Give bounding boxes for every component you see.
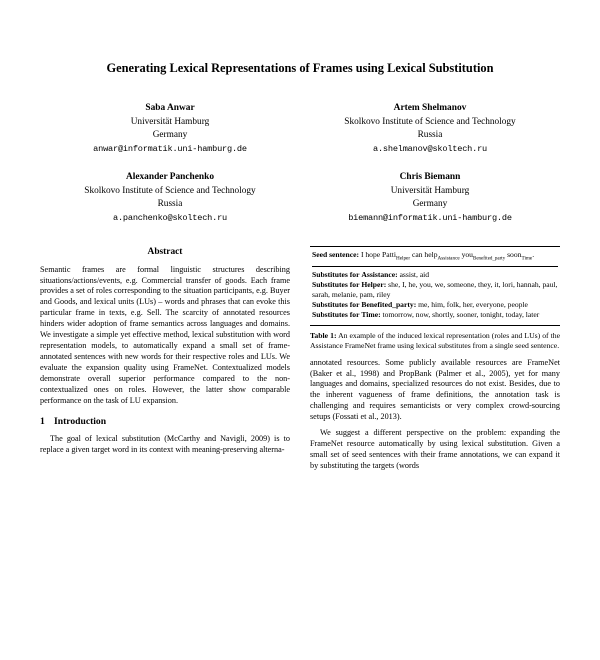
row-values: me, him, folk, her, everyone, people (418, 300, 528, 310)
row-label: Substitutes for (312, 310, 360, 320)
introduction-number: 1 (40, 416, 45, 428)
author-country: Germany (412, 199, 448, 210)
abstract-paragraph: Semantic frames are formal linguistic structures describing situations/actions/events, e.g. Commercial transfer of goods. Each frame provides a set of roles corresponding to the situation participants, e.g. Buyer and Goods, and lexical units (LUs) – words and phrases that can evoke this particular frame in texts, e.g. Sell. The scarcity of annotated resources hinders wider adoption of frame semantics across languages and domains. We investigate a simple yet effective method, lexical substitution with word representation models, to automatically expand a small set of frame-annotated sentences with new words for their respective roles and LUs. We evaluate the expansion quality using FrameNet. Contextualized models demonstrate overall superior performance compared to the non-contextualized ones on roles. However, the latter show comparable performance on the task of LU expansion. (40, 264, 290, 405)
author-affiliation: Universität Hamburg (390, 185, 470, 196)
row-label: Substitutes for (312, 280, 360, 290)
seed-sentence-text: I hope Patti$_{Helper}$ can help$_{Assistance}$ you$_{Benefited\_party}$ soon$_{Time}$. (360, 250, 535, 262)
body-columns (40, 246, 560, 477)
author-row (40, 102, 560, 155)
author-email[interactable]: anwar@informatik.uni-hamburg.de (93, 143, 247, 154)
seed-sentence-label: Seed sentence: (312, 250, 360, 260)
author-country: Russia (417, 130, 443, 141)
left-column (40, 246, 290, 477)
row-label: Substitutes for (312, 270, 360, 280)
author-name: Chris Biemann (399, 172, 461, 183)
author-name: Saba Anwar (145, 103, 195, 114)
table-1 (310, 246, 560, 326)
row-role: Time (361, 310, 379, 320)
author-block (300, 171, 560, 224)
author-block (40, 171, 300, 224)
row-sep: : (378, 310, 381, 320)
page-title: Generating Lexical Representations of Frames using Lexical Substitution (106, 61, 494, 75)
row-label: Substitutes for (312, 300, 360, 310)
table-1-caption (310, 331, 560, 351)
introduction-heading (40, 416, 290, 429)
author-row (40, 171, 560, 224)
author-affiliation: Universität Hamburg (130, 116, 210, 127)
row-values: she, I, he, you, we, someone, they, it, lori, hannah, paul, sarah, melanie, pam, riley (312, 280, 558, 299)
author-country: Germany (152, 130, 188, 141)
row-sep: : (383, 280, 387, 290)
table-row (312, 280, 558, 299)
author-country: Russia (157, 199, 183, 210)
row-role: Helper (361, 280, 384, 290)
row-sep: : (395, 270, 398, 280)
author-affiliation: Skolkovo Institute of Science and Technology (344, 116, 516, 127)
caption-text: An example of the induced lexical representation (roles and LUs) of the Assistance FrameNet frame using lexical substitutes from a single seed sentence. (310, 330, 560, 350)
row-role: Assistance (361, 270, 396, 280)
author-email[interactable]: a.panchenko@skoltech.ru (112, 212, 227, 223)
author-name: Alexander Panchenko (125, 172, 215, 183)
table-row (312, 310, 558, 320)
row-role: Benefited_party (361, 300, 414, 310)
right-column (310, 246, 560, 477)
paper-page (0, 60, 600, 660)
caption-prefix: Table 1: (310, 330, 337, 340)
seed-sentence-row (312, 250, 558, 267)
introduction-label: Introduction (54, 416, 107, 428)
author-block (300, 102, 560, 155)
introduction-paragraph: The goal of lexical substitution (McCarthy and Navigli, 2009) is to replace a given target word in its context with meaning-preserving alterna- (40, 434, 290, 455)
abstract-heading: Abstract (147, 247, 183, 258)
author-email[interactable]: a.shelmanov@skoltech.ru (372, 143, 487, 154)
right-paragraph-2: We suggest a different perspective on the problem: expanding the FrameNet resource automatically by using lexical substitution. Given a small set of seed sentences with their frame annotations, we can expand it by substituting the targets (words (310, 428, 560, 470)
table-row (312, 300, 558, 310)
author-affiliation: Skolkovo Institute of Science and Technology (84, 185, 256, 196)
author-list (40, 102, 560, 224)
right-paragraph-1: annotated resources. Some publicly available resources are FrameNet (Baker et al., 1998) and PropBank (Palmer et al., 2005), yet for many languages and domains, specialized resources do not exist. Besides, due to the inherent vagueness of frame definitions, the annotation task is challenging and requires semanticists or very complex crowd-sourcing setups (Fossati et al., 2013). (310, 357, 560, 422)
author-email[interactable]: biemann@informatik.uni-hamburg.de (348, 212, 512, 223)
row-sep: : (413, 300, 417, 310)
table-row (312, 270, 558, 280)
row-values: tomorrow, now, shortly, sooner, tonight, today, later (382, 310, 540, 320)
author-block (40, 102, 300, 155)
author-name: Artem Shelmanov (393, 103, 467, 114)
row-values: assist, aid (399, 270, 430, 280)
